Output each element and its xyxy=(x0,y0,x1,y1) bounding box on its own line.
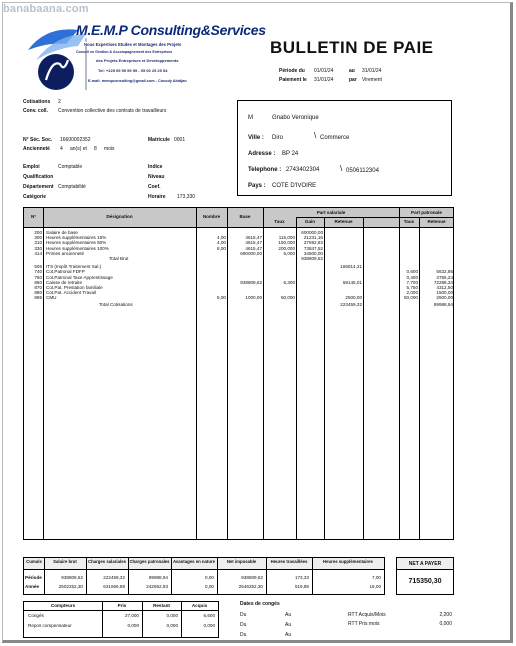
dates-conges-label: Dates de congés xyxy=(240,601,280,607)
anciennete-label: Ancienneté xyxy=(23,146,50,152)
row-taux: 115,000 xyxy=(278,235,295,241)
header-part-patronale: Part patronale xyxy=(411,210,442,215)
conges-value: 0,000 xyxy=(166,623,178,628)
conges-value: 0,000 xyxy=(166,613,178,618)
secsoc-value: 16600002352 xyxy=(60,137,91,143)
row-ptaux: 5,750 xyxy=(406,285,418,290)
ville-label: Ville : xyxy=(248,135,264,141)
row-taux: 6,300 xyxy=(283,279,295,285)
header-gain: Gain xyxy=(304,219,316,224)
cumuls-value: 173,33 xyxy=(294,575,309,580)
ville-value: Diro xyxy=(272,135,284,141)
row-label: Caisse de retraite xyxy=(46,279,83,285)
conv-value: Convention collective des contrats de travailleurs xyxy=(58,108,167,114)
logo-line-2: Conseil en Gestion & Accompagnement des Entreprises xyxy=(76,50,173,54)
anciennete-unit: mois xyxy=(104,146,115,152)
row-num: 870 xyxy=(34,285,42,290)
logo-line-4: Tel: +225 09 59 59 59 - 05 06 25 25 54 xyxy=(98,68,168,73)
employee-box xyxy=(237,100,452,196)
row-label: Total Cotisations xyxy=(99,301,133,307)
period-to-label: au xyxy=(349,68,355,74)
conges-header: Acquis xyxy=(191,603,208,608)
row-num: 310 xyxy=(34,240,42,246)
rtt-acquis-value: 2,200 xyxy=(439,612,452,618)
departement-label: Département xyxy=(23,184,54,190)
row-gain: 73847,52 xyxy=(303,245,323,251)
row-nombre: 5,00 xyxy=(217,295,226,301)
logo-line-1: Nous Expertises Etudes et Montages des Projets xyxy=(84,42,182,47)
coef-label: Coef. xyxy=(148,184,161,190)
matricule-value: 0001 xyxy=(174,137,186,143)
row-base: 1000,00 xyxy=(245,295,262,301)
row-base: 690000,00 xyxy=(240,250,262,256)
employee-name: Gnabo Veronique xyxy=(272,115,319,121)
row-ptaux: 0,400 xyxy=(406,274,418,280)
row-label: Total Brut xyxy=(109,256,129,261)
row-num: 300 xyxy=(34,235,42,241)
row-pret: 2500,00 xyxy=(436,295,453,301)
watermark: banabaana.com xyxy=(3,3,89,15)
tel-value-2: 0506112304 xyxy=(346,168,379,174)
period-to: 31/01/24 xyxy=(362,68,382,74)
payment-label: Paiement le xyxy=(279,77,307,83)
row-pret: 72288,34 xyxy=(433,279,453,285)
row-num: 895 xyxy=(34,295,42,301)
tel-value: 2743402304 xyxy=(286,167,320,173)
matricule-label: Matricule xyxy=(148,137,170,143)
cumuls-header: Net imposable xyxy=(226,559,257,564)
row-taux: 200,000 xyxy=(278,245,295,251)
cumuls-header: Salaire brut xyxy=(53,559,77,564)
cotisations-label: Cotisations xyxy=(23,99,51,105)
payment-mode: Virement xyxy=(362,77,382,83)
header-num: N° xyxy=(31,214,37,219)
conges-row-label: Congés xyxy=(28,613,44,618)
cumuls-value: 631669,88 xyxy=(103,584,125,589)
row-label: Primes ancienneté xyxy=(46,250,85,256)
header-base: Base xyxy=(239,214,251,219)
conges-au-2: Au xyxy=(285,622,292,628)
row-taux: 5,000 xyxy=(283,250,295,256)
cumuls-box xyxy=(23,557,385,595)
row-ptaux: 0,600 xyxy=(406,269,418,275)
row-nombre: 4,00 xyxy=(217,235,226,241)
cumuls-value: 2546252,30 xyxy=(238,584,263,589)
logo-title: M.E.M.P Consulting&Services xyxy=(76,22,266,38)
document-title: BULLETIN DE PAIE xyxy=(270,38,434,57)
emploi-label: Emploi xyxy=(23,164,40,170)
row-ptaux: 7,700 xyxy=(406,279,418,285)
header-nombre: Nombre xyxy=(202,214,221,219)
conges-au-3: Au xyxy=(285,632,292,638)
row-label: ITS (Impôt Traitement Sal.) xyxy=(46,264,102,270)
cumuls-value: 2502252,30 xyxy=(58,584,83,589)
header-retenue: Retenue xyxy=(334,219,353,224)
rtt-pris-value: 0,000 xyxy=(439,621,452,627)
row-taux: 50,000 xyxy=(280,295,295,301)
header-part-salariale: Part salariale xyxy=(316,210,346,215)
conges-header: Pris xyxy=(117,603,127,608)
conges-value: 0,000 xyxy=(127,623,139,628)
row-base: 938809,62 xyxy=(240,279,262,285)
row-num: 740 xyxy=(34,269,42,275)
row-num: 860 xyxy=(34,279,42,285)
row-pret: 1500,00 xyxy=(436,290,453,296)
cumuls-header: Heures supplémentaires xyxy=(323,559,373,564)
conges-box xyxy=(23,601,219,638)
adresse-value: BP 24 xyxy=(282,151,299,157)
payroll-table xyxy=(23,207,454,540)
conges-au-1: Au xyxy=(285,612,292,618)
cumuls-value: 222459,32 xyxy=(103,575,125,580)
row-label: Cot.Pat. Accident Travail xyxy=(46,290,97,296)
cumuls-header: Charges patronales xyxy=(129,559,170,564)
row-num: 200 xyxy=(34,230,42,235)
anciennete-months: 8 xyxy=(94,146,97,152)
niveau-label: Niveau xyxy=(148,174,165,180)
row-label: CMU xyxy=(46,295,57,301)
horaire-label: Horaire xyxy=(148,194,166,200)
row-ptaux: 2,000 xyxy=(406,290,418,296)
conges-row-label: Repos compensateur xyxy=(28,623,72,628)
row-ptaux: 50,000 xyxy=(403,295,418,301)
anciennete-years: 4 xyxy=(60,146,63,152)
ville-separator: \ xyxy=(314,131,317,140)
logo-line-3: des Projets Entreprises et Developpements xyxy=(96,58,179,63)
company-logo xyxy=(26,20,266,93)
categorie-label: Catégorie xyxy=(23,194,47,200)
row-taux: 150,000 xyxy=(278,240,295,246)
row-pret: 3755,24 xyxy=(436,274,453,280)
payment-by-label: par xyxy=(349,77,357,83)
row-num: 414 xyxy=(34,250,42,256)
cumuls-value: 242652,93 xyxy=(146,584,168,589)
cumuls-value: 938809,62 xyxy=(61,575,83,580)
row-gain: 21231,16 xyxy=(303,235,323,241)
row-label: Cot.Pat. Prestation familiale xyxy=(46,285,103,290)
row-base: 4615,47 xyxy=(245,245,262,251)
emploi-value: Comptable xyxy=(58,164,83,170)
cumuls-row-label: Année xyxy=(25,584,40,589)
header-taux-patronal: Taux xyxy=(403,219,415,224)
row-base: 4615,47 xyxy=(245,235,262,241)
period-label: Période du xyxy=(279,68,305,74)
row-gain: 600000,00 xyxy=(301,230,323,235)
tel-label: Telephone : xyxy=(248,167,282,173)
departement-value: Comptabilité xyxy=(58,184,86,190)
conges-du-1: Du xyxy=(240,612,247,618)
conges-value: 0,000 xyxy=(203,623,215,628)
row-label: Cot.Patronal FDFP xyxy=(46,269,85,275)
cotisations-value: 2 xyxy=(58,99,61,105)
row-num: 506 xyxy=(34,264,42,270)
row-label: Heures supplémentaires 15% xyxy=(46,235,107,241)
cumuls-header: Avantages en nature xyxy=(172,559,216,564)
row-retenue: 2500,00 xyxy=(345,295,362,301)
row-gain: 27692,83 xyxy=(303,240,323,246)
logo-line-5: E-mail: mempconsulting@gmail.com - Cocody Abidjan xyxy=(88,79,187,83)
period-from: 01/01/24 xyxy=(314,68,334,74)
header-designation: Désignation xyxy=(106,214,133,219)
net-to-pay-value: 715350,30 xyxy=(408,578,442,585)
tel-separator: \ xyxy=(340,164,343,173)
cumuls-header: Heures travaillées xyxy=(270,559,308,564)
row-gain: 34500,00 xyxy=(303,250,323,256)
row-label: Salaire de base xyxy=(46,230,78,235)
secsoc-label: N° Séc. Soc. xyxy=(23,137,53,143)
row-pret: 5632,86 xyxy=(436,269,453,275)
row-retenue: 223459,32 xyxy=(340,301,362,307)
row-gain: 938809,62 xyxy=(301,256,323,261)
row-num: 880 xyxy=(34,290,42,296)
conges-header: Restant xyxy=(153,603,170,608)
pays-label: Pays : xyxy=(248,183,266,189)
payment-date: 31/01/24 xyxy=(314,77,334,83)
cumuls-value: 16,00 xyxy=(369,584,381,589)
pays-value: COTE D'IVOIRE xyxy=(272,183,317,189)
row-pret: 4312,50 xyxy=(436,285,453,290)
header-retenue-patronale: Retenue xyxy=(427,219,446,224)
row-pret: 89988,94 xyxy=(433,301,453,307)
cumuls-row-label: Période xyxy=(25,575,42,580)
adresse-label: Adresse : xyxy=(248,151,276,157)
row-retenue: 166814,31 xyxy=(340,264,362,270)
rtt-pris-label: RTT Pris mois xyxy=(348,621,380,627)
employee-civility: M xyxy=(248,115,253,121)
conv-label: Conv. coll. xyxy=(23,108,48,114)
cumuls-header: Charges salariales xyxy=(88,559,126,564)
row-nombre: 8,00 xyxy=(217,245,226,251)
conges-value: 6,600 xyxy=(203,613,215,618)
cumuls-value: 0,00 xyxy=(205,575,214,580)
row-label: Heures supplémentaires 50% xyxy=(46,240,107,246)
row-label: Heures supplémentaires 100% xyxy=(46,245,109,251)
header-taux: Taux xyxy=(274,219,285,224)
cumuls-value: 89988,94 xyxy=(148,575,168,580)
row-num: 330 xyxy=(34,245,42,251)
cumuls-value: 938809,62 xyxy=(241,575,263,580)
row-retenue: 59145,01 xyxy=(342,279,362,285)
net-to-pay-box xyxy=(396,557,454,595)
conges-du-2: Du xyxy=(240,622,247,628)
conges-value: 27,000 xyxy=(124,613,139,618)
conges-du-3: Du xyxy=(240,632,247,638)
row-label: Cot.Patronal Taxe Apprentissage xyxy=(46,274,113,280)
anciennete-mid: an(s) et xyxy=(70,146,87,152)
row-nombre: 4,00 xyxy=(217,240,226,246)
row-num: 750 xyxy=(34,274,42,280)
cumuls-value: 519,88 xyxy=(294,584,309,589)
ville-extra: Commerce xyxy=(320,135,350,141)
row-base: 4615,47 xyxy=(245,240,262,246)
cumuls-header: Cumuls xyxy=(26,559,42,564)
horaire-value: 173,330 xyxy=(177,194,196,200)
cumuls-value: 0,00 xyxy=(205,584,214,589)
rtt-acquis-label: RTT Acquis/Mois xyxy=(348,612,386,618)
net-to-pay-label: NET A PAYER xyxy=(408,561,442,567)
indice-label: Indice xyxy=(148,164,163,170)
cumuls-value: 7,00 xyxy=(372,575,381,580)
conges-header: Compteurs xyxy=(50,603,76,608)
qualification-label: Qualification xyxy=(23,174,54,180)
